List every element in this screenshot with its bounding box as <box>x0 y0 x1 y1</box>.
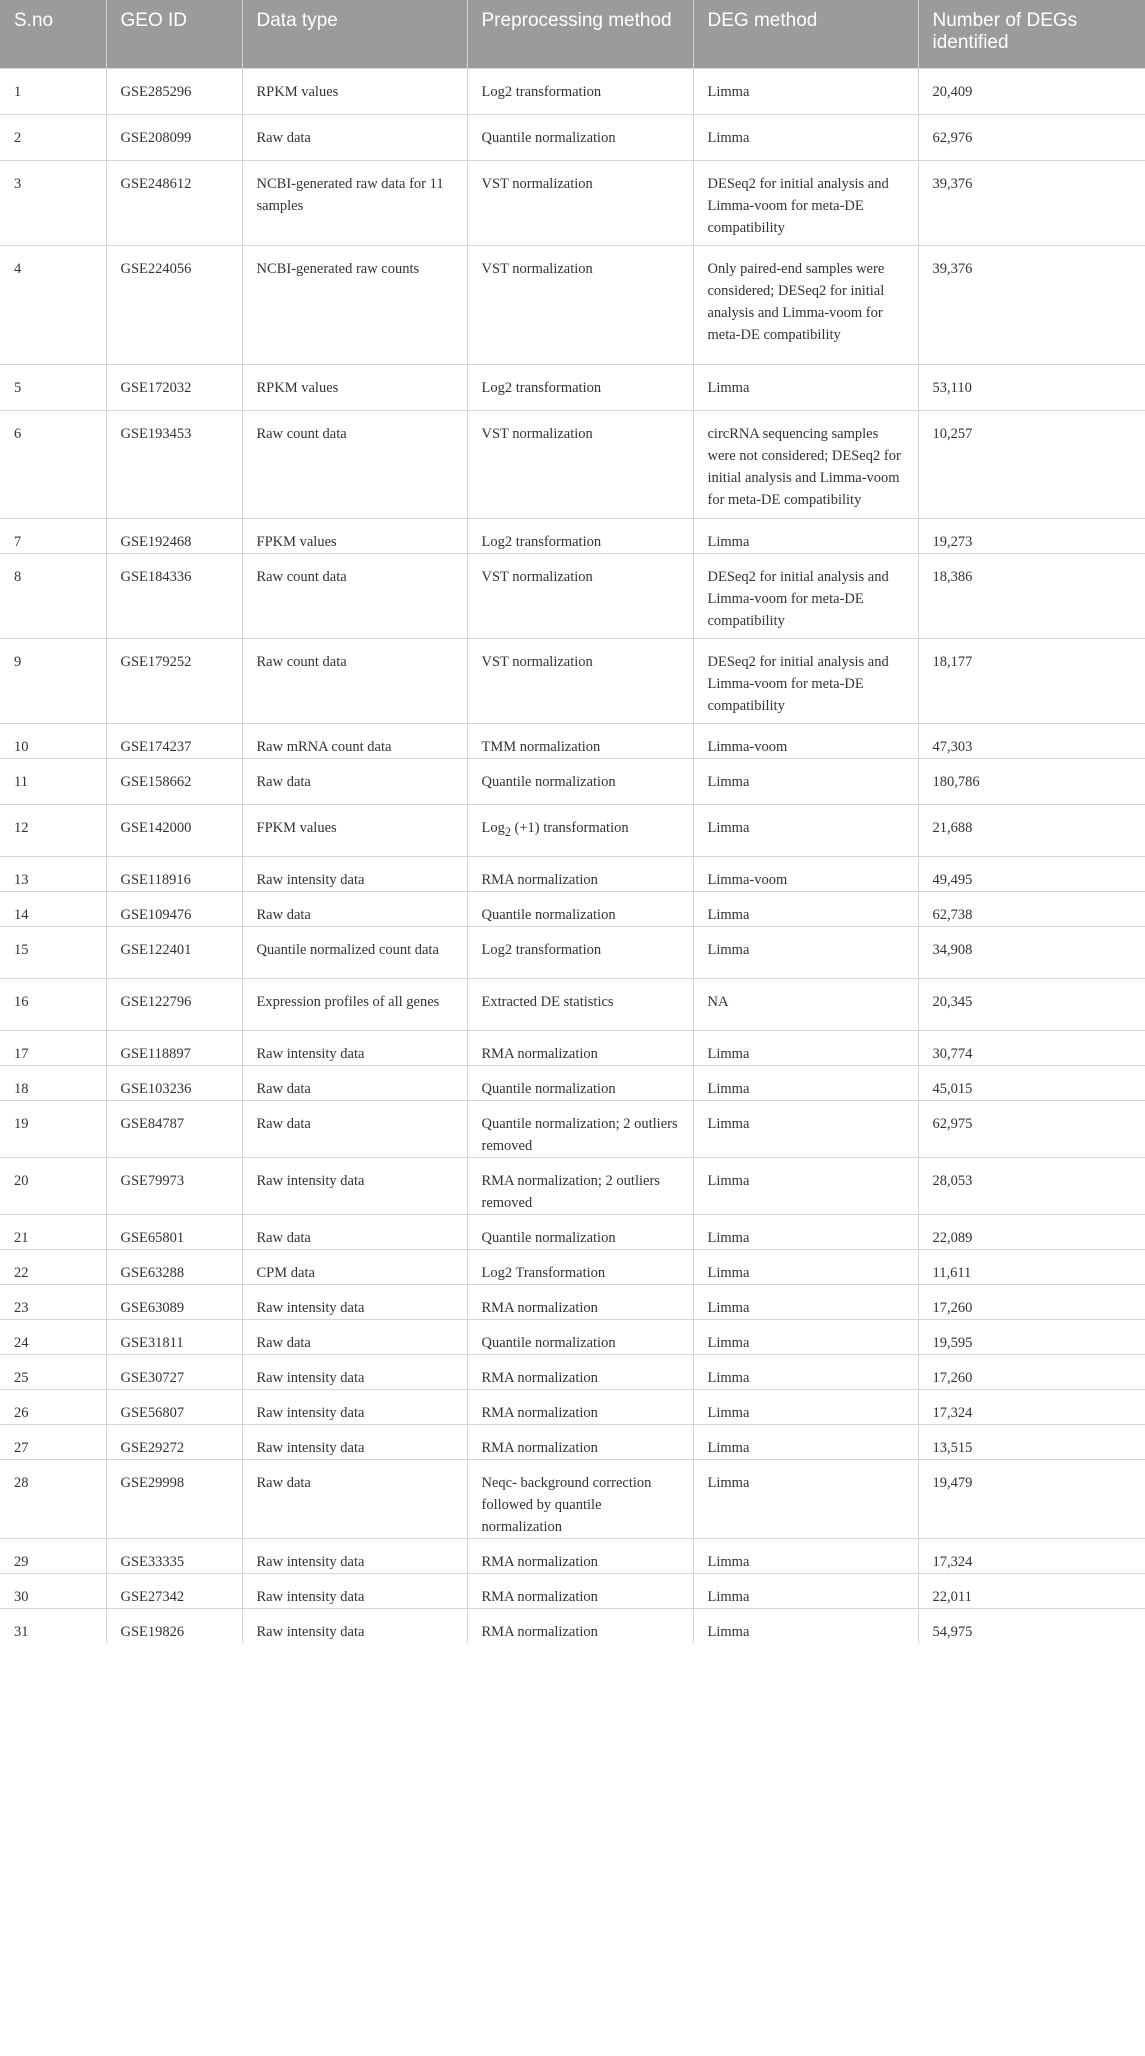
deg-method-cell: Limma <box>693 1538 918 1573</box>
data-type-cell: Raw intensity data <box>242 1424 467 1459</box>
preprocessing-cell: RMA normalization <box>467 1424 693 1459</box>
header-num-degs <box>918 0 1145 68</box>
sno-cell: 21 <box>0 1214 106 1249</box>
data-type-cell: Raw intensity data <box>242 1354 467 1389</box>
sno-cell: 12 <box>0 804 106 856</box>
data-type-cell: Quantile normalized count data <box>242 926 467 978</box>
sno-cell: 2 <box>0 114 106 160</box>
data-type-cell: NCBI-generated raw counts <box>242 245 467 364</box>
geo-id-cell: GSE79973 <box>106 1157 242 1214</box>
sno-cell: 14 <box>0 891 106 926</box>
num-degs-cell: 17,260 <box>918 1354 1145 1389</box>
deg-method-cell: Limma <box>693 68 918 114</box>
preprocessing-cell: RMA normalization <box>467 1284 693 1319</box>
geo-id-cell: GSE31811 <box>106 1319 242 1354</box>
sno-cell: 25 <box>0 1354 106 1389</box>
data-type-cell: Raw intensity data <box>242 1538 467 1573</box>
data-type-cell: NCBI-generated raw data for 11 samples <box>242 160 467 245</box>
geo-id-cell: GSE179252 <box>106 638 242 723</box>
geo-id-cell: GSE65801 <box>106 1214 242 1249</box>
data-type-cell: Raw intensity data <box>242 1608 467 1643</box>
geo-id-cell: GSE33335 <box>106 1538 242 1573</box>
deg-method-cell: Limma <box>693 804 918 856</box>
deg-method-cell: Limma <box>693 1608 918 1643</box>
deg-method-cell: DESeq2 for initial analysis and Limma-voom for meta-DE compatibility <box>693 553 918 638</box>
sno-cell: 27 <box>0 1424 106 1459</box>
preprocessing-cell: Log$_2$ (+1) transformation <box>467 804 693 856</box>
sno-cell: 13 <box>0 856 106 891</box>
table-row <box>0 1573 1145 1608</box>
data-type-cell: Raw intensity data <box>242 856 467 891</box>
sno-cell: 20 <box>0 1157 106 1214</box>
sno-cell: 29 <box>0 1538 106 1573</box>
geo-id-cell: GSE122401 <box>106 926 242 978</box>
sno-cell: 18 <box>0 1065 106 1100</box>
data-type-cell: Raw count data <box>242 553 467 638</box>
data-type-cell: RPKM values <box>242 364 467 410</box>
geo-id-cell: GSE158662 <box>106 758 242 804</box>
sno-cell: 11 <box>0 758 106 804</box>
deg-method-cell: Limma <box>693 114 918 160</box>
geo-id-cell: GSE193453 <box>106 410 242 518</box>
data-type-cell: Raw count data <box>242 638 467 723</box>
deg-method-cell: Limma <box>693 1354 918 1389</box>
deg-method-cell: Limma <box>693 926 918 978</box>
preprocessing-cell: Quantile normalization <box>467 891 693 926</box>
num-degs-cell: 19,595 <box>918 1319 1145 1354</box>
deg-method-cell: Limma <box>693 1389 918 1424</box>
data-type-cell: Raw data <box>242 114 467 160</box>
deg-method-cell: Limma <box>693 891 918 926</box>
deg-method-cell: Limma <box>693 1214 918 1249</box>
table-row <box>0 160 1145 245</box>
sno-cell: 8 <box>0 553 106 638</box>
table-row <box>0 758 1145 804</box>
header-preprocessing-method-label: Preprocessing method <box>481 10 672 31</box>
geo-id-cell: GSE285296 <box>106 68 242 114</box>
deg-method-cell: Limma <box>693 758 918 804</box>
sno-cell: 24 <box>0 1319 106 1354</box>
data-type-cell: Raw intensity data <box>242 1573 467 1608</box>
preprocessing-cell: VST normalization <box>467 553 693 638</box>
preprocessing-cell: VST normalization <box>467 410 693 518</box>
preprocessing-cell: RMA normalization <box>467 856 693 891</box>
data-type-cell: Raw intensity data <box>242 1157 467 1214</box>
header-data-type <box>242 0 467 68</box>
deg-method-cell: Limma <box>693 1249 918 1284</box>
deg-method-cell: Limma-voom <box>693 856 918 891</box>
deg-method-cell: Limma <box>693 1319 918 1354</box>
data-type-cell: RPKM values <box>242 68 467 114</box>
header-data-type-label: Data type <box>256 10 338 31</box>
geo-id-cell: GSE30727 <box>106 1354 242 1389</box>
geo-id-cell: GSE63288 <box>106 1249 242 1284</box>
geo-id-cell: GSE84787 <box>106 1100 242 1157</box>
sno-cell: 16 <box>0 978 106 1030</box>
geo-id-cell: GSE184336 <box>106 553 242 638</box>
header-geo-id-label: GEO ID <box>120 10 188 31</box>
preprocessing-cell: Quantile normalization <box>467 1319 693 1354</box>
geo-id-cell: GSE103236 <box>106 1065 242 1100</box>
preprocessing-cell: Log2 transformation <box>467 518 693 553</box>
num-degs-cell: 180,786 <box>918 758 1145 804</box>
sno-cell: 31 <box>0 1608 106 1643</box>
num-degs-cell: 28,053 <box>918 1157 1145 1214</box>
deg-method-cell: DESeq2 for initial analysis and Limma-voom for meta-DE compatibility <box>693 638 918 723</box>
sno-cell: 28 <box>0 1459 106 1538</box>
table-row <box>0 1424 1145 1459</box>
table-row <box>0 410 1145 518</box>
preprocessing-cell: Quantile normalization <box>467 114 693 160</box>
deg-method-cell: Limma <box>693 1284 918 1319</box>
preprocessing-cell: VST normalization <box>467 638 693 723</box>
table-header <box>0 0 1145 68</box>
preprocessing-cell: Log2 Transformation <box>467 1249 693 1284</box>
preprocessing-cell: RMA normalization <box>467 1608 693 1643</box>
num-degs-cell: 45,015 <box>918 1065 1145 1100</box>
num-degs-cell: 20,409 <box>918 68 1145 114</box>
geo-id-cell: GSE142000 <box>106 804 242 856</box>
data-type-cell: Raw intensity data <box>242 1284 467 1319</box>
geo-id-cell: GSE174237 <box>106 723 242 758</box>
data-type-cell: Raw data <box>242 758 467 804</box>
deg-method-cell: Limma <box>693 1065 918 1100</box>
num-degs-cell: 20,345 <box>918 978 1145 1030</box>
preprocessing-cell: RMA normalization <box>467 1573 693 1608</box>
geo-id-cell: GSE118897 <box>106 1030 242 1065</box>
data-type-cell: Raw data <box>242 891 467 926</box>
deg-method-cell: Limma <box>693 1424 918 1459</box>
table-row <box>0 1538 1145 1573</box>
table-body <box>0 68 1145 1643</box>
preprocessing-cell: RMA normalization <box>467 1538 693 1573</box>
table-row <box>0 518 1145 553</box>
sno-cell: 5 <box>0 364 106 410</box>
table-row <box>0 1249 1145 1284</box>
data-type-cell: CPM data <box>242 1249 467 1284</box>
num-degs-cell: 62,975 <box>918 1100 1145 1157</box>
num-degs-cell: 54,975 <box>918 1608 1145 1643</box>
table-row <box>0 114 1145 160</box>
table-row <box>0 926 1145 978</box>
preprocessing-cell: Extracted DE statistics <box>467 978 693 1030</box>
table-row <box>0 1459 1145 1538</box>
num-degs-cell: 13,515 <box>918 1424 1145 1459</box>
header-geo-id <box>106 0 242 68</box>
num-degs-cell: 39,376 <box>918 160 1145 245</box>
num-degs-cell: 19,273 <box>918 518 1145 553</box>
preprocessing-cell: RMA normalization; 2 outliers removed <box>467 1157 693 1214</box>
geo-id-cell: GSE29272 <box>106 1424 242 1459</box>
geo-id-cell: GSE208099 <box>106 114 242 160</box>
table-row <box>0 723 1145 758</box>
header-num-degs-label: Number of DEGs identified <box>932 10 1078 53</box>
num-degs-cell: 17,324 <box>918 1389 1145 1424</box>
geo-id-cell: GSE248612 <box>106 160 242 245</box>
num-degs-cell: 53,110 <box>918 364 1145 410</box>
header-deg-method-label: DEG method <box>707 10 818 31</box>
table-row <box>0 553 1145 638</box>
num-degs-cell: 49,495 <box>918 856 1145 891</box>
deg-method-cell: NA <box>693 978 918 1030</box>
preprocessing-cell: TMM normalization <box>467 723 693 758</box>
data-type-cell: Raw data <box>242 1214 467 1249</box>
header-preprocessing-method <box>467 0 693 68</box>
data-type-cell: Raw mRNA count data <box>242 723 467 758</box>
table-row <box>0 364 1145 410</box>
preprocessing-cell: Quantile normalization; 2 outliers removed <box>467 1100 693 1157</box>
data-type-cell: FPKM values <box>242 518 467 553</box>
data-type-cell: Raw count data <box>242 410 467 518</box>
sno-cell: 23 <box>0 1284 106 1319</box>
table-row <box>0 978 1145 1030</box>
geo-id-cell: GSE192468 <box>106 518 242 553</box>
num-degs-cell: 18,386 <box>918 553 1145 638</box>
deg-method-cell: circRNA sequencing samples were not considered; DESeq2 for initial analysis and Limma-voom for meta-DE compatibility <box>693 410 918 518</box>
sno-cell: 15 <box>0 926 106 978</box>
data-type-cell: Raw data <box>242 1065 467 1100</box>
data-type-cell: Raw data <box>242 1319 467 1354</box>
data-type-cell: Raw intensity data <box>242 1389 467 1424</box>
deg-method-cell: Limma <box>693 1157 918 1214</box>
deg-method-cell: Limma-voom <box>693 723 918 758</box>
table-row <box>0 1065 1145 1100</box>
data-type-cell: Raw data <box>242 1459 467 1538</box>
num-degs-cell: 22,089 <box>918 1214 1145 1249</box>
data-type-cell: Raw intensity data <box>242 1030 467 1065</box>
num-degs-cell: 17,260 <box>918 1284 1145 1319</box>
header-deg-method <box>693 0 918 68</box>
preprocessing-cell: RMA normalization <box>467 1354 693 1389</box>
geo-id-cell: GSE118916 <box>106 856 242 891</box>
table-row <box>0 1608 1145 1643</box>
num-degs-cell: 39,376 <box>918 245 1145 364</box>
preprocessing-cell: Neqc- background correction followed by quantile normalization <box>467 1459 693 1538</box>
preprocessing-cell: VST normalization <box>467 160 693 245</box>
preprocessing-cell: Quantile normalization <box>467 1065 693 1100</box>
geo-id-cell: GSE63089 <box>106 1284 242 1319</box>
num-degs-cell: 10,257 <box>918 410 1145 518</box>
num-degs-cell: 30,774 <box>918 1030 1145 1065</box>
table-row <box>0 68 1145 114</box>
preprocessing-cell: Quantile normalization <box>467 1214 693 1249</box>
table-row <box>0 1284 1145 1319</box>
preprocessing-cell: Log2 transformation <box>467 68 693 114</box>
deg-method-cell: Limma <box>693 1459 918 1538</box>
table-row <box>0 891 1145 926</box>
deg-method-cell: Limma <box>693 364 918 410</box>
num-degs-cell: 19,479 <box>918 1459 1145 1538</box>
sno-cell: 17 <box>0 1030 106 1065</box>
sno-cell: 10 <box>0 723 106 758</box>
sno-cell: 1 <box>0 68 106 114</box>
preprocessing-cell: RMA normalization <box>467 1389 693 1424</box>
table-row <box>0 1214 1145 1249</box>
sno-cell: 4 <box>0 245 106 364</box>
deg-method-cell: Limma <box>693 1573 918 1608</box>
table-row <box>0 804 1145 856</box>
sno-cell: 6 <box>0 410 106 518</box>
table-row <box>0 1319 1145 1354</box>
header-sno-label: S.no <box>14 10 54 31</box>
deg-method-cell: Limma <box>693 1030 918 1065</box>
table-row <box>0 1030 1145 1065</box>
preprocessing-cell: Log2 transformation <box>467 364 693 410</box>
geo-id-cell: GSE224056 <box>106 245 242 364</box>
sno-cell: 9 <box>0 638 106 723</box>
geo-id-cell: GSE109476 <box>106 891 242 926</box>
preprocessing-cell: VST normalization <box>467 245 693 364</box>
geo-id-cell: GSE27342 <box>106 1573 242 1608</box>
deg-method-cell: DESeq2 for initial analysis and Limma-voom for meta-DE compatibility <box>693 160 918 245</box>
deg-method-cell: Limma <box>693 1100 918 1157</box>
num-degs-cell: 62,738 <box>918 891 1145 926</box>
table-row <box>0 1100 1145 1157</box>
data-type-cell: Expression profiles of all genes <box>242 978 467 1030</box>
geo-id-cell: GSE172032 <box>106 364 242 410</box>
num-degs-cell: 11,611 <box>918 1249 1145 1284</box>
table-row <box>0 638 1145 723</box>
deg-method-cell: Limma <box>693 518 918 553</box>
num-degs-cell: 62,976 <box>918 114 1145 160</box>
sno-cell: 30 <box>0 1573 106 1608</box>
preprocessing-cell: RMA normalization <box>467 1030 693 1065</box>
header-sno <box>0 0 106 68</box>
sno-cell: 22 <box>0 1249 106 1284</box>
header-row <box>0 0 1145 68</box>
preprocessing-cell: Log2 transformation <box>467 926 693 978</box>
sno-cell: 3 <box>0 160 106 245</box>
num-degs-cell: 17,324 <box>918 1538 1145 1573</box>
preprocessing-cell: Quantile normalization <box>467 758 693 804</box>
num-degs-cell: 18,177 <box>918 638 1145 723</box>
num-degs-cell: 34,908 <box>918 926 1145 978</box>
geo-id-cell: GSE122796 <box>106 978 242 1030</box>
data-type-cell: FPKM values <box>242 804 467 856</box>
geo-id-cell: GSE29998 <box>106 1459 242 1538</box>
num-degs-cell: 22,011 <box>918 1573 1145 1608</box>
sno-cell: 19 <box>0 1100 106 1157</box>
data-type-cell: Raw data <box>242 1100 467 1157</box>
table-row <box>0 1157 1145 1214</box>
sno-cell: 26 <box>0 1389 106 1424</box>
table-row <box>0 1389 1145 1424</box>
geo-id-cell: GSE19826 <box>106 1608 242 1643</box>
table-row <box>0 856 1145 891</box>
sno-cell: 7 <box>0 518 106 553</box>
deg-method-cell: Only paired-end samples were considered; DESeq2 for initial analysis and Limma-voom for meta-DE compatibility <box>693 245 918 364</box>
table-row <box>0 245 1145 364</box>
num-degs-cell: 47,303 <box>918 723 1145 758</box>
table-row <box>0 1354 1145 1389</box>
num-degs-cell: 21,688 <box>918 804 1145 856</box>
geo-id-cell: GSE56807 <box>106 1389 242 1424</box>
